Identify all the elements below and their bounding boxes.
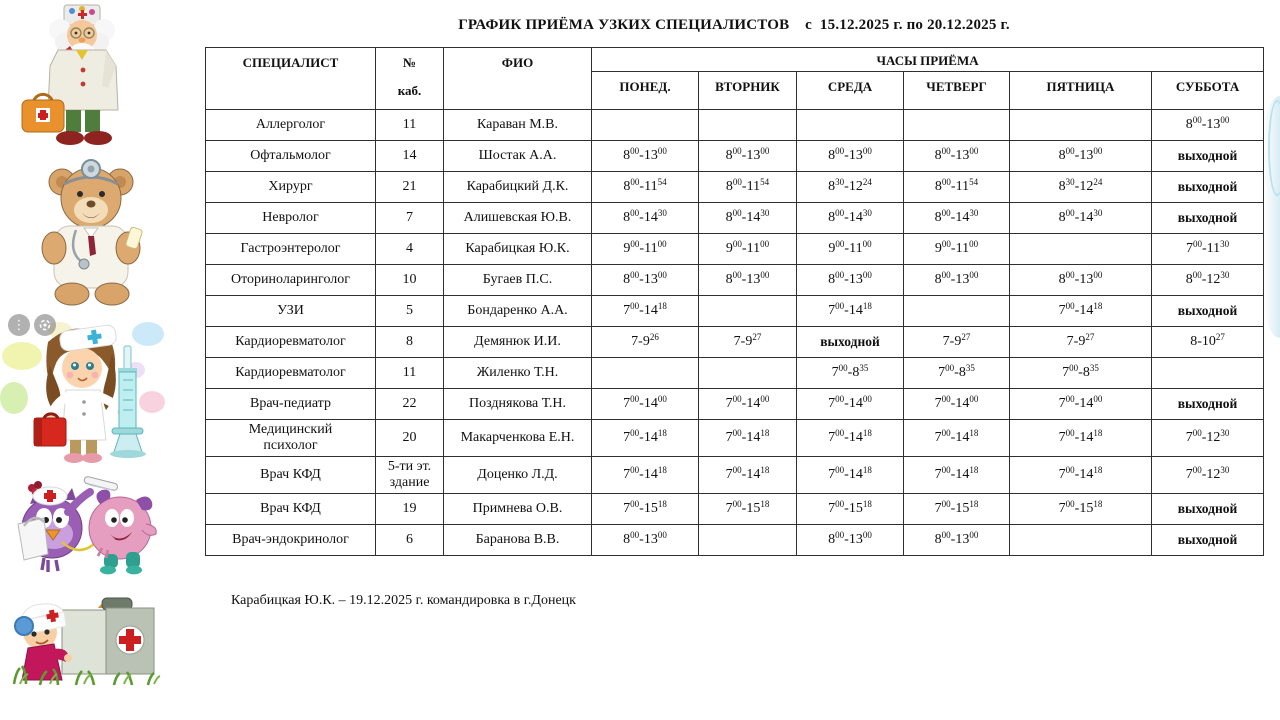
schedule-cell: $7^{00}-14^{18}$ [1010, 420, 1152, 457]
header-hours: ЧАСЫ ПРИЁМА [592, 48, 1264, 72]
header-day-monday: ПОНЕД. [592, 72, 699, 110]
schedule-cell: выходной [1152, 141, 1264, 172]
table-row [206, 358, 1264, 389]
schedule-cell: $7^{00}-14^{18}$ [699, 420, 797, 457]
specialist-cell: Врач КФД [206, 457, 376, 494]
table-row [206, 457, 1264, 494]
table-row [206, 203, 1264, 234]
schedule-cell: $7^{00}-15^{18}$ [797, 494, 904, 525]
fio-cell: Бугаев П.С. [444, 265, 592, 296]
schedule-cell [592, 358, 699, 389]
specialist-cell: Хирург [206, 172, 376, 203]
schedule-cell: $7-9^{27}$ [904, 327, 1010, 358]
specialist-cell: Невролог [206, 203, 376, 234]
schedule-cell: $7-9^{27}$ [699, 327, 797, 358]
schedule-cell [1010, 234, 1152, 265]
fio-cell: Баранова В.В. [444, 525, 592, 556]
table-row [206, 234, 1264, 265]
fio-cell: Жиленко Т.Н. [444, 358, 592, 389]
schedule-cell: $7^{00}-14^{18}$ [904, 457, 1010, 494]
schedule-cell: $7^{00}-15^{18}$ [699, 494, 797, 525]
schedule-cell: выходной [1152, 494, 1264, 525]
schedule-cell: $8^{30}-12^{24}$ [1010, 172, 1152, 203]
fio-cell: Карабицкий Д.К. [444, 172, 592, 203]
schedule-cell: $7-9^{26}$ [592, 327, 699, 358]
schedule-cell: $8^{00}-13^{00}$ [699, 141, 797, 172]
header-day-wednesday: СРЕДА [797, 72, 904, 110]
specialist-cell: Кардиоревматолог [206, 358, 376, 389]
room-cell: 5-ти эт. здание [376, 457, 444, 494]
table-row [206, 172, 1264, 203]
room-cell: 5 [376, 296, 444, 327]
fio-cell: Позднякова Т.Н. [444, 389, 592, 420]
schedule-cell: $8^{00}-11^{54}$ [699, 172, 797, 203]
schedule-cell: $8^{00}-13^{00}$ [592, 525, 699, 556]
schedule-cell: $7^{00}-14^{18}$ [592, 420, 699, 457]
table-row [206, 296, 1264, 327]
schedule-cell [1010, 525, 1152, 556]
specialist-cell: УЗИ [206, 296, 376, 327]
schedule-cell: $7^{00}-15^{18}$ [1010, 494, 1152, 525]
schedule-cell: $8^{00}-11^{54}$ [592, 172, 699, 203]
header-specialist: СПЕЦИАЛИСТ [206, 48, 376, 110]
schedule-cell: $8^{00}-13^{00}$ [1152, 110, 1264, 141]
table-row [206, 389, 1264, 420]
specialist-cell: Кардиоревматолог [206, 327, 376, 358]
schedule-cell [797, 110, 904, 141]
room-cell: 11 [376, 358, 444, 389]
schedule-cell [1010, 110, 1152, 141]
schedule-cell: $7^{00}-14^{18}$ [699, 457, 797, 494]
schedule-cell: $8^{00}-14^{30}$ [904, 203, 1010, 234]
schedule-cell: $7^{00}-14^{00}$ [1010, 389, 1152, 420]
schedule-cell: $7^{00}-11^{30}$ [1152, 234, 1264, 265]
header-day-thursday: ЧЕТВЕРГ [904, 72, 1010, 110]
schedule-cell: $8^{00}-13^{00}$ [592, 141, 699, 172]
page-title: ГРАФИК ПРИЁМА УЗКИХ СПЕЦИАЛИСТОВ с 15.12.2025 г. по 20.12.2025 г. [458, 17, 1010, 33]
schedule-cell: $7^{00}-14^{18}$ [797, 420, 904, 457]
schedule-cell: $8^{00}-13^{00}$ [797, 265, 904, 296]
schedule-cell: $7^{00}-15^{18}$ [592, 494, 699, 525]
schedule-cell: $7^{00}-14^{18}$ [797, 457, 904, 494]
fio-cell: Шостак А.А. [444, 141, 592, 172]
schedule-cell: $7^{00}-12^{30}$ [1152, 457, 1264, 494]
schedule-cell [904, 110, 1010, 141]
fio-cell: Алишевская Ю.В. [444, 203, 592, 234]
schedule-cell: $7^{00}-14^{00}$ [592, 389, 699, 420]
table-row [206, 110, 1264, 141]
specialist-cell: Медицинский психолог [206, 420, 376, 457]
fio-cell: Бондаренко А.А. [444, 296, 592, 327]
room-cell: 14 [376, 141, 444, 172]
room-cell: 6 [376, 525, 444, 556]
specialist-cell: Гастроэнтеролог [206, 234, 376, 265]
schedule-cell: $8^{00}-13^{00}$ [797, 525, 904, 556]
schedule-cell [699, 110, 797, 141]
schedule-cell: $8^{00}-14^{30}$ [797, 203, 904, 234]
schedule-cell [699, 525, 797, 556]
schedule-body [206, 110, 1264, 556]
schedule-cell: выходной [1152, 203, 1264, 234]
room-cell: 22 [376, 389, 444, 420]
header-day-tuesday: ВТОРНИК [699, 72, 797, 110]
schedule-table [205, 47, 1264, 556]
schedule-cell: $7^{00}-14^{18}$ [592, 296, 699, 327]
schedule-cell: $7^{00}-12^{30}$ [1152, 420, 1264, 457]
schedule-cell: $8^{00}-13^{00}$ [904, 265, 1010, 296]
room-cell: 10 [376, 265, 444, 296]
specialist-cell: Врач-педиатр [206, 389, 376, 420]
header-room-number-sign: № [402, 55, 417, 70]
schedule-cell: $8^{00}-13^{00}$ [1010, 265, 1152, 296]
schedule-cell: $8^{00}-13^{00}$ [1010, 141, 1152, 172]
schedule-cell: $8^{00}-14^{30}$ [1010, 203, 1152, 234]
schedule-cell: $8^{00}-14^{30}$ [592, 203, 699, 234]
schedule-cell: $9^{00}-11^{00}$ [797, 234, 904, 265]
room-cell: 7 [376, 203, 444, 234]
schedule-cell: выходной [797, 327, 904, 358]
schedule-cell: $8^{00}-13^{00}$ [904, 525, 1010, 556]
specialist-cell: Врач-эндокринолог [206, 525, 376, 556]
schedule-cell: $7^{00}-8^{35}$ [1010, 358, 1152, 389]
room-cell: 19 [376, 494, 444, 525]
table-row [206, 141, 1264, 172]
doctor-clipart [12, 2, 152, 150]
schedule-cell: $8^{00}-13^{00}$ [699, 265, 797, 296]
schedule-cell: $9^{00}-11^{00}$ [592, 234, 699, 265]
decorative-sidebar [0, 0, 170, 720]
table-row [206, 265, 1264, 296]
fio-cell: Доценко Л.Д. [444, 457, 592, 494]
schedule-cell: $7^{00}-8^{35}$ [904, 358, 1010, 389]
table-row [206, 420, 1264, 457]
schedule-cell [1152, 358, 1264, 389]
header-day-saturday: СУББОТА [1152, 72, 1264, 110]
specialist-cell: Врач КФД [206, 494, 376, 525]
fio-cell: Демянюк И.И. [444, 327, 592, 358]
lens-icon[interactable] [34, 314, 56, 336]
footnote: Карабицкая Ю.К. – 19.12.2025 г. командировка в г.Донецк [231, 593, 576, 608]
schedule-cell: $7^{00}-14^{18}$ [592, 457, 699, 494]
smeshariki-doctors-clipart [4, 468, 162, 578]
fio-cell: Карабицкая Ю.К. [444, 234, 592, 265]
schedule-cell: $7^{00}-14^{18}$ [1010, 296, 1152, 327]
schedule-cell: $7^{00}-14^{00}$ [904, 389, 1010, 420]
teddy-bear-doctor-clipart [24, 156, 160, 306]
schedule-cell: $8^{00}-13^{00}$ [904, 141, 1010, 172]
schedule-cell: $8^{00}-12^{30}$ [1152, 265, 1264, 296]
schedule-cell: $9^{00}-11^{00}$ [904, 234, 1010, 265]
schedule-cell: выходной [1152, 296, 1264, 327]
schedule-cell: $7-9^{27}$ [1010, 327, 1152, 358]
schedule-cell: $9^{00}-11^{00}$ [699, 234, 797, 265]
room-cell: 4 [376, 234, 444, 265]
specialist-cell: Оториноларинголог [206, 265, 376, 296]
schedule-cell: $7^{00}-14^{18}$ [904, 420, 1010, 457]
header-fio: ФИО [444, 48, 592, 110]
schedule-cell [904, 296, 1010, 327]
room-cell: 8 [376, 327, 444, 358]
schedule-document [205, 0, 1263, 609]
schedule-cell [699, 296, 797, 327]
decorative-blob-arc [1268, 100, 1280, 196]
schedule-cell: $8-10^{27}$ [1152, 327, 1264, 358]
schedule-cell: $7^{00}-15^{18}$ [904, 494, 1010, 525]
header-room [376, 48, 444, 110]
fio-cell: Примнева О.В. [444, 494, 592, 525]
kebab-menu-icon[interactable]: ⋮ [8, 314, 30, 336]
header-room-word: каб. [397, 83, 422, 98]
schedule-cell: $7^{00}-14^{00}$ [699, 389, 797, 420]
schedule-cell: $7^{00}-8^{35}$ [797, 358, 904, 389]
schedule-cell: $8^{00}-13^{00}$ [592, 265, 699, 296]
schedule-cell: выходной [1152, 389, 1264, 420]
specialist-cell: Аллерголог [206, 110, 376, 141]
room-cell: 21 [376, 172, 444, 203]
room-cell: 11 [376, 110, 444, 141]
table-row [206, 494, 1264, 525]
schedule-cell: $8^{00}-11^{54}$ [904, 172, 1010, 203]
masha-first-aid-kit-clipart [6, 582, 162, 686]
schedule-cell: $8^{00}-14^{30}$ [699, 203, 797, 234]
schedule-cell: $7^{00}-14^{18}$ [797, 296, 904, 327]
schedule-cell: выходной [1152, 172, 1264, 203]
specialist-cell: Офтальмолог [206, 141, 376, 172]
fio-cell: Макарченкова Е.Н. [444, 420, 592, 457]
fio-cell: Караван М.В. [444, 110, 592, 141]
header-day-friday: ПЯТНИЦА [1010, 72, 1152, 110]
schedule-cell: $7^{00}-14^{00}$ [797, 389, 904, 420]
table-row [206, 327, 1264, 358]
schedule-cell: $8^{30}-12^{24}$ [797, 172, 904, 203]
schedule-cell [592, 110, 699, 141]
schedule-cell [699, 358, 797, 389]
schedule-cell: $8^{00}-13^{00}$ [797, 141, 904, 172]
room-cell: 20 [376, 420, 444, 457]
schedule-cell: выходной [1152, 525, 1264, 556]
schedule-cell: $7^{00}-14^{18}$ [1010, 457, 1152, 494]
table-row [206, 525, 1264, 556]
